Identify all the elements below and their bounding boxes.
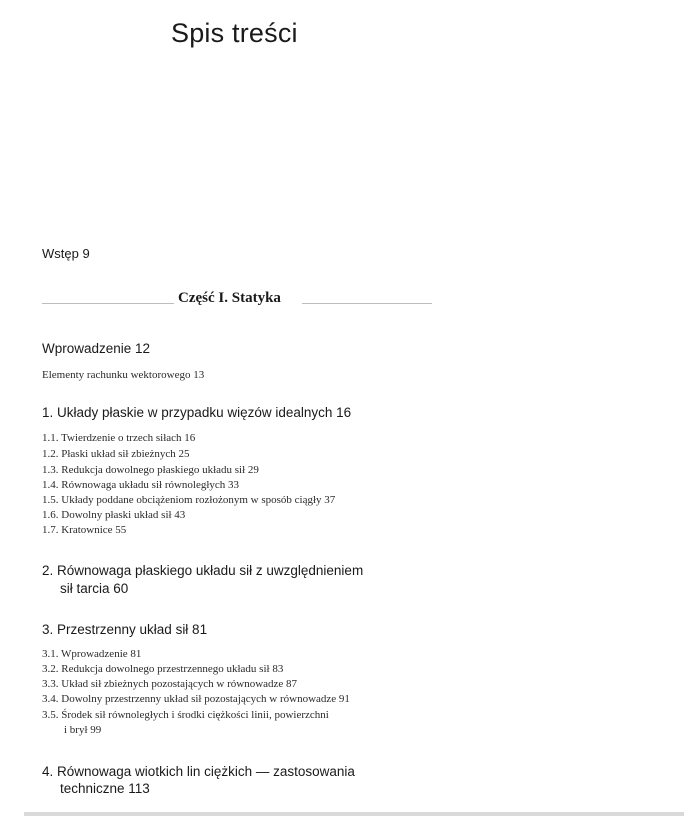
toc-item: 3.3. Układ sił zbieżnych pozostających w równowadze 87 [42,678,298,690]
toc-heading-chapter-2-continued: sił tarcia 60 [60,581,129,596]
toc-item: 1.6. Dowolny płaski układ sił 43 [42,509,186,521]
toc-item: 3.1. Wprowadzenie 81 [42,648,142,660]
page-bottom-edge [24,812,684,816]
toc-heading-introduction: Wprowadzenie 12 [42,341,151,356]
toc-item: 3.5. Środek sił równoległych i środki ciężkości linii, powierzchni [42,709,329,721]
toc-heading-chapter-3: 3. Przestrzenny układ sił 81 [42,622,208,637]
toc-heading-chapter-2: 2. Równowaga płaskiego układu sił z uwzględnieniem [42,563,364,578]
toc-item: 1.5. Układy poddane obciążeniom rozłożonym w sposób ciągły 37 [42,494,336,506]
toc-heading-chapter-4-continued: techniczne 113 [60,781,150,796]
part-rule-left [42,303,174,304]
toc-item: 3.2. Redukcja dowolnego przestrzennego układu sił 83 [42,663,284,675]
toc-item: 1.4. Równowaga układu sił równoległych 33 [42,479,240,491]
part-heading: Część I. Statyka [178,290,281,306]
toc-item-continued: i brył 99 [64,724,102,736]
part-rule-right [302,303,432,304]
toc-item: Elementy rachunku wektorowego 13 [42,369,205,381]
toc-item: 1.3. Redukcja dowolnego płaskiego układu sił 29 [42,464,259,476]
toc-entry-intro: Wstęp 9 [42,246,90,261]
toc-item: 1.7. Kratownice 55 [42,524,127,536]
toc-item: 3.4. Dowolny przestrzenny układ sił pozostających w równowadze 91 [42,693,350,705]
toc-item: 1.1. Twierdzenie o trzech siłach 16 [42,432,196,444]
page-title: Spis treści [171,18,298,48]
toc-heading-chapter-1: 1. Układy płaskie w przypadku więzów idealnych 16 [42,405,352,420]
toc-item: 1.2. Płaski układ sił zbieżnych 25 [42,448,190,460]
toc-heading-chapter-4: 4. Równowaga wiotkich lin ciężkich — zastosowania [42,764,355,779]
